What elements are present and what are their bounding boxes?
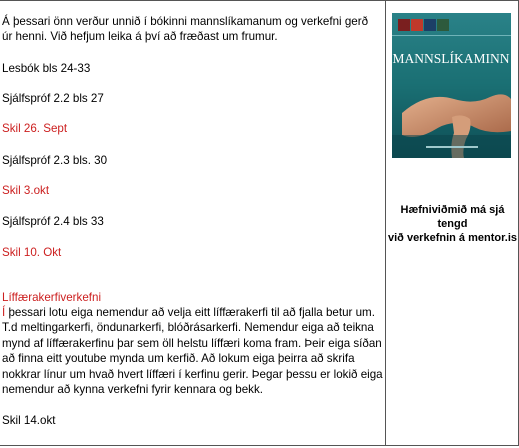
intro-line-1: Á þessari önn verður unnið í bókinni mannslíkamanum og verkefni gerð — [2, 15, 369, 28]
competency-note-line-2: við verkefnin á mentor.is — [388, 232, 517, 244]
due-date-2: Skil 3.okt — [2, 184, 50, 197]
project-paragraph-line-2: T.d meltingarkerfi, öndunarkerfi, blóðrásarkerfi. Nemendur eiga að teikna — [2, 321, 374, 334]
lesbok-reading: Lesbók bls 24-33 — [2, 62, 91, 75]
project-paragraph-line-3: mynd af líffærakerfinu þar sem öll helstu líffæri koma fram. Þeir eiga síðan — [2, 337, 382, 350]
intro-line-2: úr henni. Við hefjum leika á því að fræðast um frumur. — [2, 30, 278, 43]
due-date-1: Skil 26. Sept — [2, 122, 68, 135]
project-line-1-text: þessari lotu eiga nemendur að velja eitt líffærakerfi til að fjalla betur um. — [5, 306, 375, 319]
project-paragraph-line-4: að finna eitt youtube mynda um kerfið. Að lokum eiga þeirra að skrifa — [2, 352, 355, 365]
self-test-2-4: Sjálfspróf 2.4 bls 33 — [2, 215, 104, 228]
book-cover-illustration — [392, 13, 511, 158]
project-drop-letter: Í — [2, 306, 6, 319]
book-cover-title: MANNSLÍKAMINN — [392, 51, 510, 66]
self-test-2-3: Sjálfspróf 2.3 bls. 30 — [2, 154, 108, 167]
book-cover-image — [392, 13, 511, 158]
self-test-2-2: Sjálfspróf 2.2 bls 27 — [2, 92, 104, 105]
project-paragraph-line-1 — [2, 305, 375, 320]
due-date-4: Skil 14.okt — [2, 414, 56, 427]
competency-note-line-1: Hæfniviðmið má sjá tengd — [400, 204, 505, 230]
competency-note — [387, 203, 518, 245]
project-paragraph-line-6: nemendur að kynna verkefni fyrir kennara og bekk. — [2, 383, 264, 396]
due-date-3: Skil 10. Okt — [2, 246, 62, 259]
project-paragraph-line-5: nokkrar línur um hvað hvert líffæri í kerfinu gerir. Þegar þessu er lokið eiga — [2, 368, 383, 381]
project-title: Líffærakerfiverkefni — [2, 291, 102, 304]
